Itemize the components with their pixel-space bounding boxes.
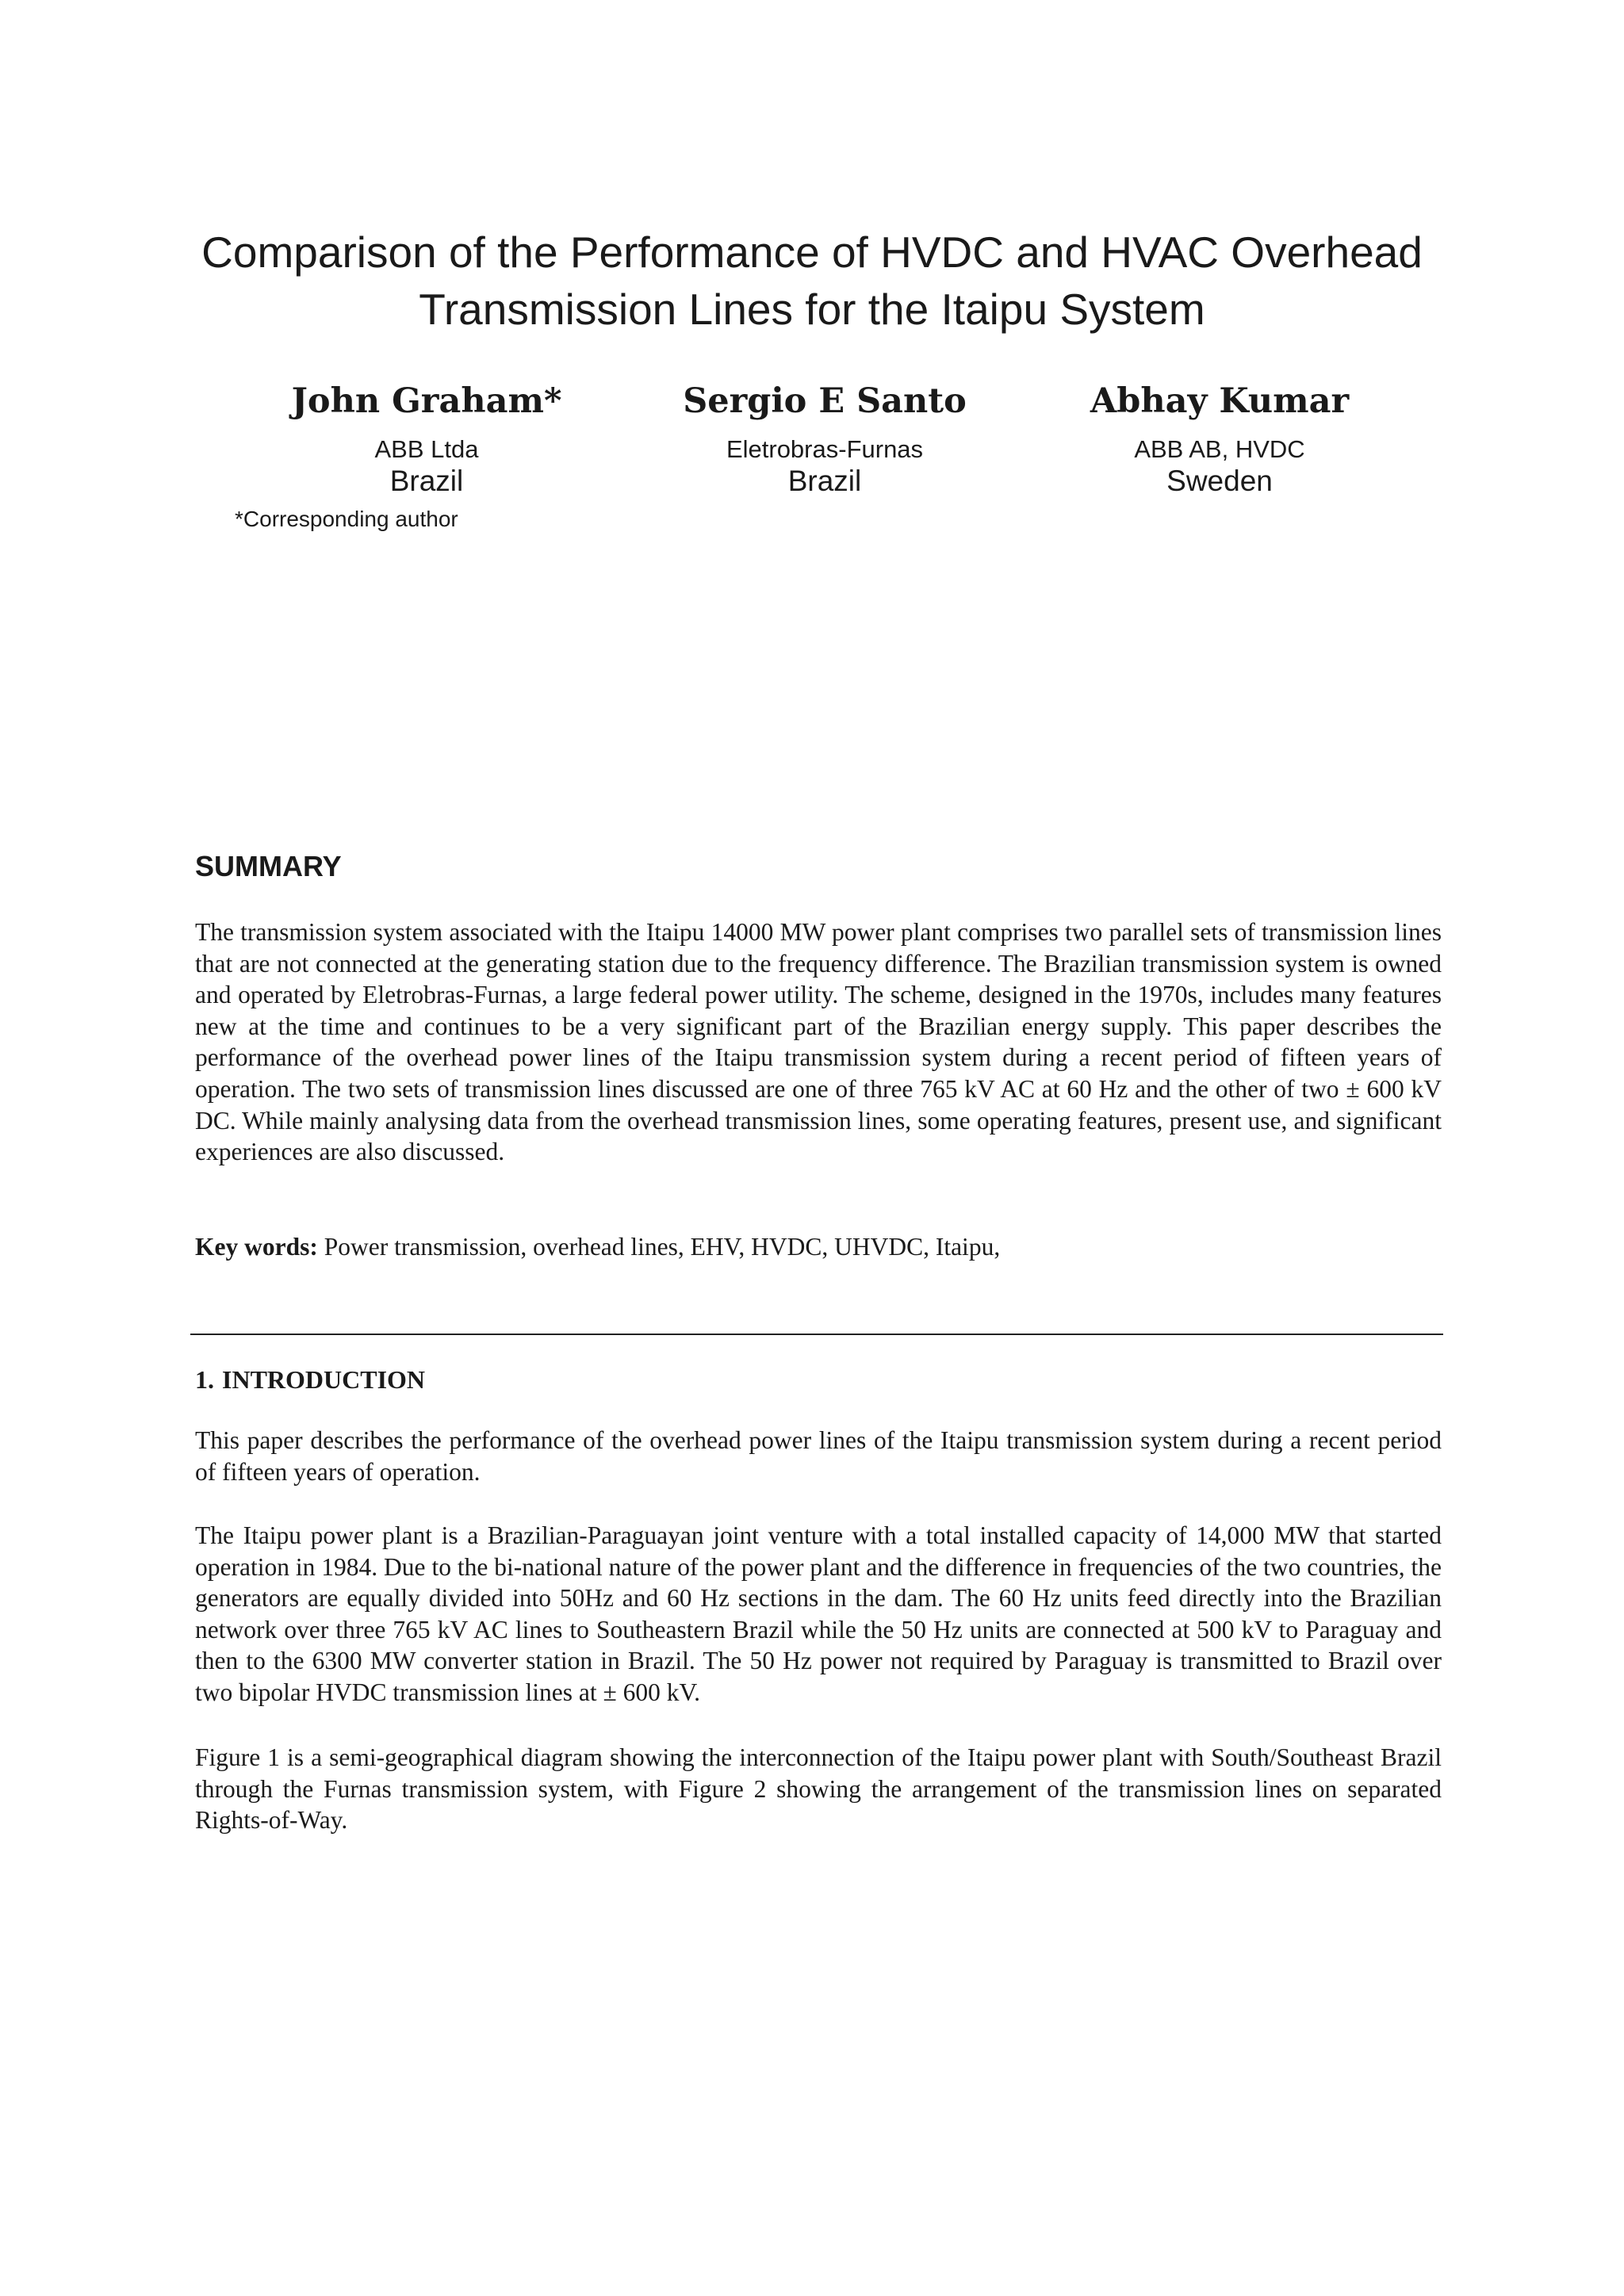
summary-paragraph: The transmission system associated with the Itaipu 14000 MW power plant comprises two parallel sets of transmission lines that are not connected at the generating station due to the frequency difference. The Brazilian transmission system is owned and operated by Eletrobras-Furnas, a large federal power utility. The scheme, designed in the 1970s, includes many features new at the time and continues to be a very significant part of the Brazilian energy supply. This paper describes the performance of the overhead power lines of the Itaipu transmission system during a recent period of fifteen years of operation. The two sets of transmission lines discussed are one of three 765 kV AC at 60 Hz and the other of two ± 600 kV DC. While mainly analysing data from the overhead transmission lines, some operating features, present use, and significant experiences are also discussed. bbox=[195, 918, 1442, 1166]
paper-title bbox=[0, 224, 1624, 338]
author-affiliation: ABB AB, HVDC bbox=[1134, 435, 1305, 463]
section-title: INTRODUCTION bbox=[222, 1365, 426, 1394]
author-country: Brazil bbox=[787, 465, 862, 497]
introduction-paragraph-1: This paper describes the performance of the overhead power lines of the Itaipu transmission system during a recent period of fifteen years of operation. bbox=[195, 1426, 1442, 1486]
summary-heading: SUMMARY bbox=[195, 850, 342, 882]
introduction-heading bbox=[195, 1365, 425, 1395]
keywords bbox=[195, 1231, 1442, 1263]
keywords-label: Key words: bbox=[195, 1233, 318, 1261]
introduction-paragraph-3: Figure 1 is a semi-geographical diagram showing the interconnection of the Itaipu power plant with South/Southeast Brazil through the Furnas transmission system, with Figure 2 showing the arrangement of the transmission lines on separated Rights-of-Way. bbox=[195, 1743, 1442, 1835]
introduction-paragraph-2: The Itaipu power plant is a Brazilian-Paraguayan joint venture with a total installed capacity of 14,000 MW that started operation in 1984. Due to the bi-national nature of the power plant and the difference in frequencies of the two countries, the generators are equally divided into 50Hz and 60 Hz sections in the dam. The 60 Hz units feed directly into the Brazilian network over three 765 kV AC lines to Southeastern Brazil while the 50 Hz units are connected at 500 kV to Paraguay and then to the 6300 MW converter station in Brazil. The 50 Hz power not required by Paraguay is transmitted to Brazil over two bipolar HVDC transmission lines at ± 600 kV. bbox=[195, 1521, 1442, 1706]
keywords-text: Power transmission, overhead lines, EHV, HVDC, UHVDC, Itaipu, bbox=[324, 1233, 1001, 1261]
author-name: Abhay Kumar bbox=[1090, 381, 1350, 421]
author-block-3 bbox=[998, 379, 1442, 498]
author-block-2 bbox=[603, 379, 1047, 498]
author-name: John Graham* bbox=[291, 381, 562, 421]
section-divider bbox=[190, 1334, 1443, 1335]
author-country: Sweden bbox=[1166, 465, 1273, 497]
paper-title-line-2: Transmission Lines for the Itaipu System bbox=[419, 285, 1205, 334]
section-number: 1. bbox=[195, 1365, 214, 1394]
author-block-1 bbox=[205, 379, 649, 498]
author-affiliation: ABB Ltda bbox=[374, 435, 479, 463]
author-name: Sergio E Santo bbox=[683, 381, 967, 421]
author-affiliation: Eletrobras-Furnas bbox=[726, 435, 924, 463]
corresponding-author-note: *Corresponding author bbox=[235, 507, 458, 531]
paper-title-line-1: Comparison of the Performance of HVDC and HVAC Overhead bbox=[201, 228, 1423, 277]
author-country: Brazil bbox=[389, 465, 464, 497]
